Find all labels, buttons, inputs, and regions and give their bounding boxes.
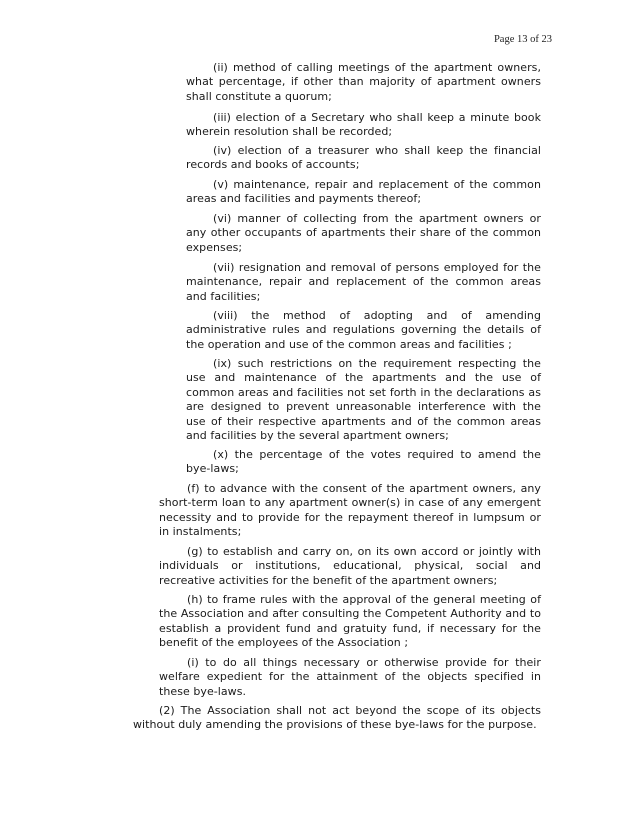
clause-ix: (ix) such restrictions on the requirement respecting the use and maintenance of the apartments and the use of common areas and facilities not set forth in the declarations as are designed to prevent unreasonable interference with the use of their respective apartments and of the common areas and facilities by the several apartment owners;: [186, 357, 541, 443]
clause-g: (g) to establish and carry on, on its own accord or jointly with individuals or institutions, educational, physical, social and recreative activities for the benefit of the apartment owners;: [159, 545, 541, 587]
page-number: Page 13 of 23: [493, 34, 552, 45]
clause-ii: (ii) method of calling meetings of the apartment owners, what percentage, if other than majority of apartment owners shall constitute a quorum;: [186, 61, 541, 103]
clause-iii: (iii) election of a Secretary who shall keep a minute book wherein resolution shall be recorded;: [186, 111, 541, 139]
clause-f: (f) to advance with the consent of the apartment owners, any short-term loan to any apartment owner(s) in case of any emergent necessity and to provide for the repayment thereof in lumpsum or in instalments;: [159, 482, 541, 539]
clause-iv: (iv) election of a treasurer who shall keep the financial records and books of accounts;: [186, 144, 541, 172]
clause-vii: (vii) resignation and removal of persons employed for the maintenance, repair and replacement of the common areas and facilities;: [186, 261, 541, 303]
clause-i: (i) to do all things necessary or otherwise provide for their welfare expedient for the attainment of the objects specified in these bye-laws.: [159, 656, 541, 698]
clause-2: (2) The Association shall not act beyond the scope of its objects without duly amending the provisions of these bye-laws for the purpose.: [133, 704, 541, 732]
clause-h: (h) to frame rules with the approval of the general meeting of the Association and after consulting the Competent Authority and to establish a provident fund and gratuity fund, if necessary for the benefit of the employees of the Association ;: [159, 593, 541, 650]
clause-viii: (viii) the method of adopting and of amending administrative rules and regulations governing the details of the operation and use of the common areas and facilities ;: [186, 309, 541, 351]
clause-x: (x) the percentage of the votes required to amend the bye-laws;: [186, 448, 541, 476]
clause-v: (v) maintenance, repair and replacement of the common areas and facilities and payments thereof;: [186, 178, 541, 206]
clause-vi: (vi) manner of collecting from the apartment owners or any other occupants of apartments their share of the common expenses;: [186, 212, 541, 254]
